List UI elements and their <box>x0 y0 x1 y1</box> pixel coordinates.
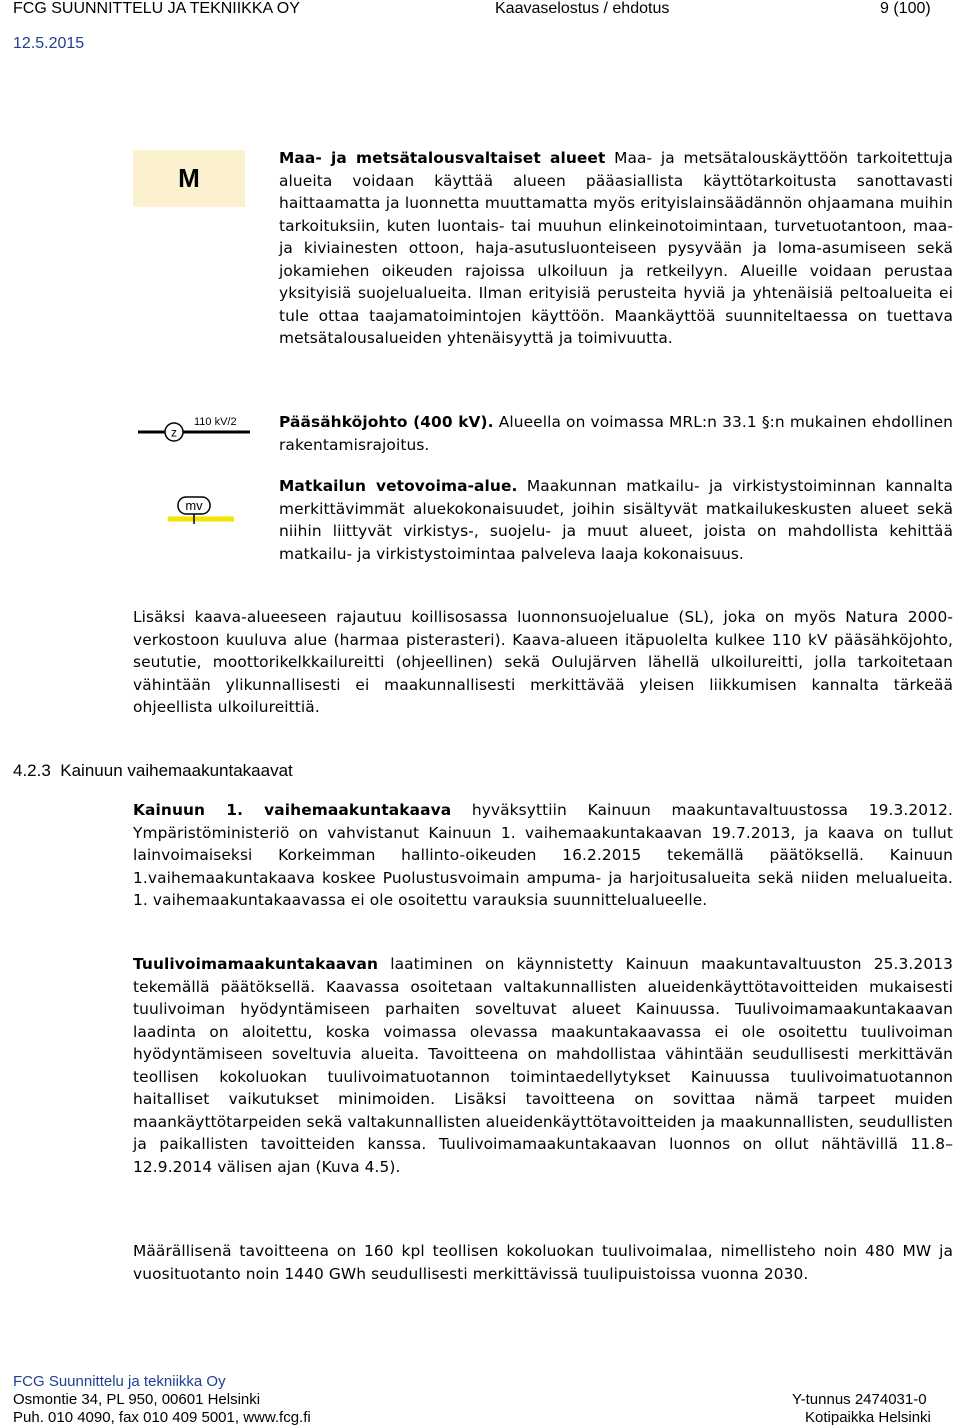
m-legend-description <box>279 147 953 350</box>
footer-contact: Puh. 010 4090, fax 010 409 5001, www.fcg.fi <box>13 1409 311 1426</box>
paragraph-wind-power-plan <box>133 953 953 1178</box>
wind-power-plan-title: Tuulivoimamaakuntakaavan <box>133 955 379 973</box>
header-page-number: 9 (100) <box>880 0 931 17</box>
m-legend-text: Maa- ja metsätalouskäyttöön tarkoitettuja alueita voidaan käyttää alueen pääasiallista käyttötarkoitusta sanottavasti haittaamatta ja luonnetta muuttamatta myös erityislainsäädännön ohjaamana muihin tarkoituksiin, kuten luontais- tai muuhun elinkeinotoimintaan, turvetuotantoon, maa- ja kiviainesten ottoon, haja-asutusluonteiseen pysyvään ja loma-asumiseen sekä jokamiehen oikeuden rajoissa ulkoiluun ja retkeilyyn. Alueille voidaan perustaa yksityisiä suojelualueita. Ilman erityisiä perusteita hyviä ja yhtenäisiä peltoalueita ei tule ottaa taajamatoimintojen käyttöön. Maankäyttöä suunniteltaessa on tuettava metsätalousalueiden yhtenäisyyttä ja toimivuutta. <box>279 149 953 347</box>
header-company: FCG SUUNNITTELU JA TEKNIIKKA OY <box>13 0 300 17</box>
power-line-voltage-label: 110 kV/2 <box>194 416 237 428</box>
section-heading <box>13 760 293 782</box>
power-line-z-letter: z <box>171 425 177 440</box>
power-line-legend-text: Alueella on voimassa MRL:n 33.1 §:n mukainen ehdollinen rakentamisrajoitus. <box>279 413 953 454</box>
paragraph-surroundings: Lisäksi kaava-alueeseen rajautuu koillisosassa luonnonsuojelualue (SL), joka on myös Natura 2000-verkostoon kuuluva alue (harmaa pisterasteri). Kaava-alueen itäpuolelta kulkee 110 kV pääsähköjohto, seututie, moottorikelkkailureitti (ohjeellinen) sekä Oulujärven lähellä ulkoilureitti, jolla tarkoitetaan vähintään ylikunnallisesti ei maakunnallisesti merkittävää yleisen liikkumisen kannalta tärkeää ohjeellista ulkoilureittiä. <box>133 608 953 716</box>
footer-domicile: Kotipaikka Helsinki <box>805 1409 931 1426</box>
section-number: 4.2.3 <box>13 761 51 780</box>
paragraph-quantitative-target: Määrällisenä tavoitteena on 160 kpl teollisen kokoluokan tuulivoimalaa, nimellisteho noin 480 MW ja vuosituotanto noin 1440 GWh seudullisesti merkittävissä tuulipuistoissa vuonna 2030. <box>133 1242 953 1283</box>
phase-1-plan-text: hyväksyttiin Kainuun maakuntavaltuustossa 19.3.2012. Ympäristöministeriö on vahvistanut Kainuun 1. vaihemaakuntakaavan 19.7.2013, ja kaava on tullut lainvoimaiseksi Korkeimman hallinto-oikeuden 16.2.2015 tekemällä päätöksellä. Kainuun 1.vaihemaakuntakaava koskee Puolustusvoimain ampuma- ja harjoitusalueita sekä niiden melualueita. 1. vaihemaakuntakaavassa ei ole osoitettu varauksia suunnittelualueelle. <box>133 801 953 909</box>
tourism-legend-title: Matkailun vetovoima-alue. <box>279 477 518 495</box>
tourism-area-mv-label: mv <box>185 498 203 513</box>
tourism-legend-text: Maakunnan matkailu- ja virkistystoiminnan kannalta merkittävimmät aluekokonaisuudet, joihin sisältyvät matkailukeskusten alueet sekä niihin liittyvät virkistys-, suojelu- ja muut alueet, joista on mahdollista kehittää matkailu- ja virkistystoimintaa palveleva laaja kokonaisuus. <box>279 477 954 563</box>
footer-company: FCG Suunnittelu ja tekniikka Oy <box>13 1373 226 1390</box>
tourism-legend-description <box>279 475 953 565</box>
footer-address: Osmontie 34, PL 950, 00601 Helsinki <box>13 1391 261 1408</box>
m-legend-symbol <box>133 150 245 207</box>
power-line-icon <box>136 411 252 443</box>
m-symbol-letter: M <box>178 163 200 193</box>
tourism-area-icon <box>166 494 236 528</box>
section-title: Kainuun vaihemaakuntakaavat <box>60 761 293 780</box>
footer-business-id: Y-tunnus 2474031-0 <box>792 1391 927 1408</box>
paragraph-phase-1-plan <box>133 799 953 912</box>
header-doc-type: Kaavaselostus / ehdotus <box>495 0 670 17</box>
wind-power-plan-text: laatiminen on käynnistetty Kainuun maakuntavaltuuston 25.3.2013 tekemällä päätöksellä. Kaavassa osoitetaan valtakunnallisten alueidenkäyttötavoitteiden mukaisesti tuulivoiman hyödyntämiseen parhaiten soveltuvat alueet Kainuussa. Tuulivoimamaakuntakaavan laadinta on aloitettu, koska voimassa olevassa maakuntakaavassa ei ole osoitettu tuulivoiman hyödyntämiseen soveltuvia alueita. Tavoitteena on mahdollistaa vähintään seudullisesti merkittävän teollisen kokoluokan tuulivoimatuotannon toimintaedellytykset Kainuussa tuulivoimatuotannon haitalliset vaikutukset minimoiden. Lisäksi tavoitteena on sovittaa nämä tarpeet muiden maankäyttötarpeiden sekä valtakunnallisten alueidenkäyttötavoitteiden ja maakunnallisten, seudullisten ja paikallisten tavoitteiden kanssa. Tuulivoimamaakuntakaavan luonnos on ollut nähtävillä 11.8–12.9.2014 välisen ajan (Kuva 4.5). <box>133 955 953 1176</box>
phase-1-plan-title: Kainuun 1. vaihemaakuntakaava <box>133 801 452 819</box>
m-legend-title: Maa- ja metsätalousvaltaiset alueet <box>279 149 606 167</box>
power-line-legend-description <box>279 411 953 456</box>
power-line-legend-title: Pääsähköjohto (400 kV). <box>279 413 494 431</box>
header-date: 12.5.2015 <box>13 35 85 52</box>
